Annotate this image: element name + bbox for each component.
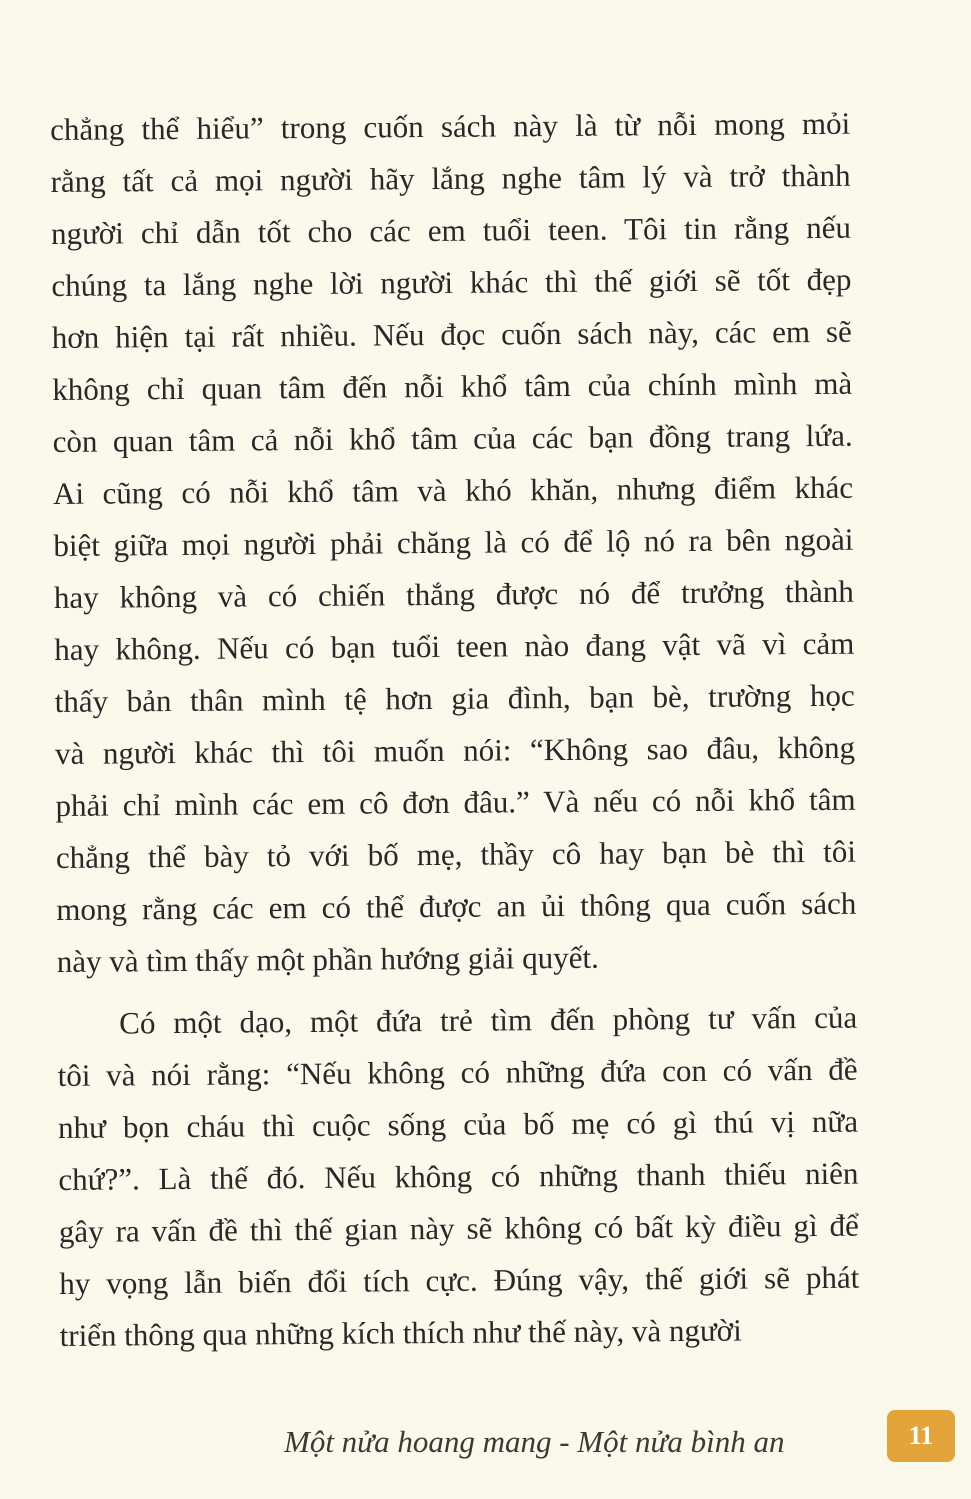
text-line: tôi và nói rằng: “Nếu không có những đứa con có vấn đề [57, 1051, 858, 1093]
text-line: triển thông qua những kích thích như thế này, và người [59, 1312, 742, 1353]
text-line: thấy bản thân mình tệ hơn gia đình, bạn bè, trường học [54, 677, 855, 719]
text-line: chẳng thể hiểu” trong cuốn sách này là từ nỗi mong mỏi [50, 105, 851, 147]
text-line: mong rằng các em có thể được an ủi thông qua cuốn sách [56, 885, 857, 927]
text-line: hơn hiện tại rất nhiều. Nếu đọc cuốn sách này, các em sẽ [51, 313, 852, 355]
text-line: hay không. Nếu có bạn tuổi teen nào đang vật vã vì cảm [54, 625, 855, 667]
text-line: chẳng thể bày tỏ với bố mẹ, thầy cô hay bạn bè thì tôi [55, 833, 857, 875]
text-line: chúng ta lắng nghe lời người khác thì thế giới sẽ tốt đẹp [51, 261, 852, 303]
text-line: gây ra vấn đề thì thế gian này sẽ không có bất kỳ điều gì để [58, 1207, 859, 1249]
text-line: Có một dạo, một đứa trẻ tìm đến phòng tư vấn của [119, 999, 858, 1041]
text-line: rằng tất cả mọi người hãy lắng nghe tâm lý và trở thành [50, 157, 851, 199]
text-line: này và tìm thấy một phần hướng giải quyết. [56, 939, 599, 979]
text-line: hy vọng lẫn biến đổi tích cực. Đúng vậy, thế giới sẽ phát [59, 1259, 860, 1301]
text-line: chứ?”. Là thế đó. Nếu không có những thanh thiếu niên [58, 1155, 859, 1197]
text-line: phải chỉ mình các em cô đơn đâu.” Và nếu có nỗi khổ tâm [55, 781, 856, 823]
text-line: không chỉ quan tâm đến nỗi khổ tâm của chính mình mà [52, 365, 853, 407]
paragraph-1 [50, 98, 857, 988]
text-line: người chỉ dẫn tốt cho các em tuổi teen. Tôi tin rằng nếu [50, 209, 852, 251]
text-line: biệt giữa mọi người phải chăng là có để lộ nó ra bên ngoài [53, 521, 854, 563]
paragraph-2 [57, 992, 860, 1362]
page-number-badge: 11 [887, 1410, 955, 1462]
book-page-body [50, 98, 860, 1362]
footer-book-title: Một nửa hoang mang - Một nửa bình an [284, 1424, 785, 1459]
text-line: còn quan tâm cả nỗi khổ tâm của các bạn đồng trang lứa. [52, 417, 853, 459]
text-line: và người khác thì tôi muốn nói: “Không sao đâu, không [54, 729, 856, 771]
text-line: Ai cũng có nỗi khổ tâm và khó khăn, nhưng điểm khác [52, 469, 854, 511]
text-line: hay không và có chiến thắng được nó để trưởng thành [53, 573, 854, 615]
text-line: như bọn cháu thì cuộc sống của bố mẹ có gì thú vị nữa [57, 1103, 859, 1145]
